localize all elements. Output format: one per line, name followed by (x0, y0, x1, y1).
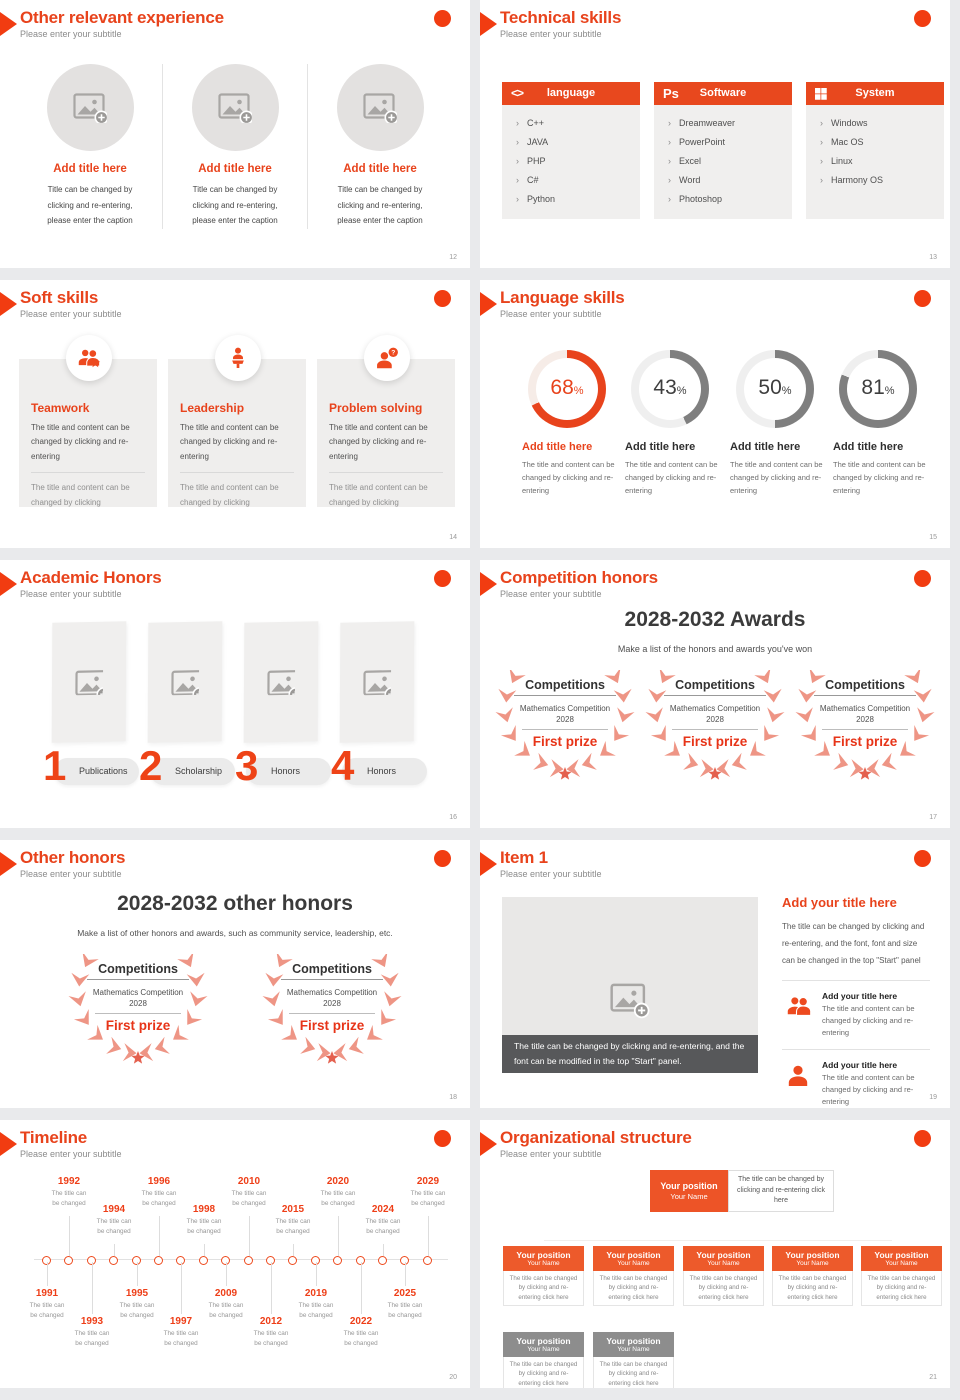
add-image-icon (267, 669, 295, 695)
column-list: › Dreamweaver › PowerPoint › Excel › Word › Photoshop (654, 105, 792, 219)
item-caption: Title can be changed by clicking and re-entering, please enter the caption (337, 185, 423, 226)
slide-language-skills[interactable] (480, 280, 950, 548)
card-note: The title and content can be changed by clicking (31, 483, 130, 507)
experience-item (162, 64, 307, 229)
column-list: › C++ › JAVA › PHP › C# › Python (502, 105, 640, 219)
awards-heading: 2028-2032 other honors (117, 892, 353, 915)
org-root-header: Your position Your Name (650, 1170, 728, 1212)
column-list: › Windows › Mac OS › Linux › Harmony OS (806, 105, 944, 219)
timeline-entry: 2015 The title can be changed (268, 1204, 318, 1237)
badge-line: Mathematics Competition (819, 704, 911, 713)
language-gauge (522, 350, 618, 497)
timeline-node (423, 1256, 432, 1265)
slide-subtitle: Please enter your subtitle (500, 309, 602, 319)
honor-number: 2 (139, 742, 163, 789)
award-badge (257, 954, 407, 1074)
corner-dot-icon (914, 570, 931, 587)
timeline-entry: 2019 The title can be changed (291, 1288, 341, 1321)
timeline-entry: 1996 The title can be changed (134, 1176, 184, 1209)
title-arrow-icon (480, 12, 497, 36)
badge-prize: First prize (105, 1018, 171, 1033)
card-note: The title and content can be changed by clicking (180, 483, 279, 507)
progress-ring: 43 % (631, 350, 709, 428)
slide-subtitle: Please enter your subtitle (20, 29, 122, 39)
badge-prize: First prize (832, 734, 898, 749)
page-number: 19 (929, 1094, 937, 1101)
title-arrow-icon (0, 12, 17, 36)
slide-academic-honors[interactable] (0, 560, 470, 828)
image-placeholder[interactable] (340, 621, 415, 743)
slide-title: Technical skills (500, 8, 622, 27)
badge-year: 2028 (856, 715, 874, 724)
image-placeholder[interactable] (337, 64, 424, 151)
org-box: Your position Your Name The title can be changed by clicking and re-entering click here (683, 1246, 764, 1306)
card-title: Leadership (180, 401, 245, 415)
slide-title: Other relevant experience (20, 8, 224, 27)
org-root-note: The title can be changed by clicking and re-entering click here (728, 1170, 834, 1212)
image-caption-bar: The title can be changed by clicking and re-entering, and the font can be modified in the top "Start" panel. (502, 1035, 758, 1073)
honor-label: Honors (246, 758, 331, 785)
honor-label: Publications (54, 758, 139, 785)
page-number: 17 (929, 814, 937, 821)
timeline-entry: 2024 The title can be changed (358, 1204, 408, 1237)
badge-year: 2028 (556, 715, 574, 724)
corner-dot-icon (914, 1130, 931, 1147)
badge-prize: First prize (532, 734, 598, 749)
award-badge (63, 954, 213, 1074)
experience-columns (18, 64, 452, 229)
awards-subheading: Make a list of other honors and awards, such as community service, leadership, etc. (77, 928, 393, 938)
badge-title: Competitions (814, 678, 916, 696)
org-box: Your position Your Name The title can be changed by clicking and re-entering click here (593, 1246, 674, 1306)
honor-label: Scholarship (150, 758, 235, 785)
soft-skill-card (168, 359, 306, 507)
item-right-panel (782, 895, 930, 1108)
soft-skill-card (317, 359, 455, 507)
slide-title: Item 1 (500, 848, 548, 867)
card-body: The title and content can be changed by clicking and re-entering (329, 423, 428, 461)
honor-item (233, 622, 329, 794)
awards-heading: 2028-2032 Awards (624, 608, 806, 631)
corner-dot-icon (434, 850, 451, 867)
language-gauge (833, 350, 929, 497)
badge-title: Competitions (87, 962, 189, 980)
card-title: Teamwork (31, 401, 90, 415)
sub-item (782, 1060, 930, 1108)
add-image-icon (363, 93, 397, 123)
slide-organizational-structure[interactable] (480, 1120, 950, 1388)
slide-subtitle: Please enter your subtitle (20, 1149, 122, 1159)
badge-prize: First prize (682, 734, 748, 749)
slide-subtitle: Please enter your subtitle (500, 869, 602, 879)
image-placeholder[interactable] (192, 64, 279, 151)
corner-dot-icon (914, 850, 931, 867)
tech-column-software (654, 82, 792, 219)
gauge-title: Add title here (833, 441, 904, 453)
sub-item-title: Add your title here (822, 1059, 898, 1070)
badge-year: 2028 (129, 999, 147, 1008)
page-number: 13 (929, 254, 937, 261)
badge-line: Mathematics Competition (286, 988, 378, 997)
timeline-node (109, 1256, 118, 1265)
item-title: Add title here (53, 163, 127, 175)
timeline-entry: 2020 The title can be changed (313, 1176, 363, 1209)
title-arrow-icon (480, 292, 497, 316)
page-number: 20 (449, 1374, 457, 1381)
add-image-icon (218, 93, 252, 123)
title-arrow-icon (0, 572, 17, 596)
corner-dot-icon (434, 570, 451, 587)
timeline-entry: 1994 The title can be changed (89, 1204, 139, 1237)
org-box: Your position Your Name The title can be changed by clicking and re-entering click here (503, 1246, 584, 1306)
corner-dot-icon (434, 290, 451, 307)
honor-item (137, 622, 233, 794)
item-title: Add title here (198, 163, 272, 175)
card-body: The title and content can be changed by clicking and re-entering (180, 423, 279, 461)
org-box-gray: Your position Your Name The title can be changed by clicking and re-entering click here (503, 1332, 584, 1388)
panel-body: The title can be changed by clicking and re-entering, and the font, font and size can be changed in the top "Start" panel (782, 922, 925, 966)
title-arrow-icon (0, 1132, 17, 1156)
honor-item (41, 622, 137, 794)
timeline-entry: 2012 The title can be changed (246, 1316, 296, 1349)
slide-title: Competition honors (500, 568, 658, 587)
corner-dot-icon (914, 10, 931, 27)
page-number: 12 (449, 254, 457, 261)
image-placeholder[interactable] (52, 621, 127, 743)
badge-year: 2028 (706, 715, 724, 724)
slide-title: Academic Honors (20, 568, 162, 587)
honor-number: 4 (331, 742, 355, 789)
photoshop-icon: Ps (663, 86, 679, 101)
language-gauge (625, 350, 721, 497)
title-arrow-icon (0, 292, 17, 316)
badge-row (490, 670, 940, 790)
gauge-title: Add title here (730, 441, 801, 453)
page-number: 18 (449, 1094, 457, 1101)
timeline-entry: 2025 The title can be changed (380, 1288, 430, 1321)
title-arrow-icon (480, 1132, 497, 1156)
awards-subheading: Make a list of the honors and awards you've won (617, 644, 813, 654)
item-caption: Title can be changed by clicking and re-entering, please enter the caption (47, 185, 133, 226)
page-number: 21 (929, 1374, 937, 1381)
title-arrow-icon (0, 852, 17, 876)
slide-subtitle: Please enter your subtitle (20, 309, 122, 319)
timeline-entry: 1992 The title can be changed (44, 1176, 94, 1209)
badge-year: 2028 (323, 999, 341, 1008)
title-arrow-icon (480, 572, 497, 596)
timeline-node (244, 1256, 253, 1265)
timeline-node (378, 1256, 387, 1265)
experience-item (18, 64, 162, 229)
tech-column-language (502, 82, 640, 219)
slide-subtitle: Please enter your subtitle (20, 869, 122, 879)
people-icon (786, 995, 812, 1018)
gauge-title: Add title here (625, 441, 696, 453)
gauge-caption: The title and content can be changed by clicking and re-entering (625, 460, 718, 496)
org-box-gray: Your position Your Name The title can be changed by clicking and re-entering click here (593, 1332, 674, 1388)
badge-title: Competitions (281, 962, 383, 980)
timeline-entry: 2009 The title can be changed (201, 1288, 251, 1321)
timeline-node (333, 1256, 342, 1265)
sub-item (782, 991, 930, 1039)
leadership-icon (215, 335, 261, 381)
timeline-entry: 1998 The title can be changed (179, 1204, 229, 1237)
org-root (650, 1170, 834, 1212)
timeline-entry: 1993 The title can be changed (67, 1316, 117, 1349)
timeline-entry: 1995 The title can be changed (112, 1288, 162, 1321)
slide-timeline[interactable] (0, 1120, 470, 1388)
panel-title: Add your title here (782, 895, 897, 910)
slide-technical-skills[interactable] (480, 0, 950, 268)
corner-dot-icon (434, 10, 451, 27)
badge-line: Mathematics Competition (519, 704, 611, 713)
honor-label: Honors (342, 758, 427, 785)
slide-subtitle: Please enter your subtitle (500, 29, 602, 39)
image-placeholder[interactable] (502, 897, 758, 1073)
add-image-icon (171, 669, 199, 695)
page-number: 14 (449, 534, 457, 541)
timeline-node (64, 1256, 73, 1265)
timeline-node (199, 1256, 208, 1265)
code-icon: <> (511, 86, 524, 100)
badge-line: Mathematics Competition (669, 704, 761, 713)
add-image-icon (363, 669, 391, 695)
page-number: 15 (929, 534, 937, 541)
badge-title: Competitions (514, 678, 616, 696)
slide-subtitle: Please enter your subtitle (500, 589, 602, 599)
slide-subtitle: Please enter your subtitle (20, 589, 122, 599)
column-header: <> language (502, 82, 640, 105)
sub-item-text: The title and content can be changed by clicking and re-entering (822, 1003, 915, 1037)
person-icon (786, 1064, 810, 1088)
add-image-icon (73, 93, 107, 123)
badge-prize: First prize (299, 1018, 365, 1033)
windows-icon (815, 82, 827, 105)
progress-ring: 68 % (528, 350, 606, 428)
badge-line: Mathematics Competition (92, 988, 184, 997)
card-title: Problem solving (329, 401, 423, 415)
image-placeholder[interactable] (148, 621, 223, 743)
soft-skill-card (19, 359, 157, 507)
title-arrow-icon (480, 852, 497, 876)
slide-item-1[interactable] (480, 840, 950, 1108)
page-number: 16 (449, 814, 457, 821)
progress-ring: 50 % (736, 350, 814, 428)
image-placeholder[interactable] (244, 621, 319, 743)
honor-item (329, 622, 425, 794)
problem-solving-icon (364, 335, 410, 381)
language-gauge (730, 350, 826, 497)
timeline-entry: 1997 The title can be changed (156, 1316, 206, 1349)
award-badge (640, 670, 790, 790)
honor-number: 3 (235, 742, 259, 789)
corner-dot-icon (434, 1130, 451, 1147)
award-badge (790, 670, 940, 790)
sub-item-title: Add your title here (822, 990, 898, 1001)
gauge-title: Add title here (522, 441, 593, 453)
image-placeholder[interactable] (47, 64, 134, 151)
award-badge (490, 670, 640, 790)
org-box: Your position Your Name The title can be changed by clicking and re-entering click here (772, 1246, 853, 1306)
slide-other-honors[interactable] (0, 840, 470, 1108)
timeline-entry: 2029 The title can be changed (403, 1176, 453, 1209)
timeline-node (288, 1256, 297, 1265)
badge-row (10, 954, 460, 1074)
slide-title: Timeline (20, 1128, 88, 1147)
add-image-icon (610, 983, 650, 1019)
experience-item (307, 64, 452, 229)
honor-number: 1 (43, 742, 67, 789)
progress-ring: 81 % (839, 350, 917, 428)
column-header: Ps Software (654, 82, 792, 105)
slide-title: Other honors (20, 848, 126, 867)
slide-subtitle: Please enter your subtitle (500, 1149, 602, 1159)
card-body: The title and content can be changed by clicking and re-entering (31, 423, 130, 461)
item-caption: Title can be changed by clicking and re-entering, please enter the caption (192, 185, 278, 226)
add-image-icon (75, 669, 103, 695)
teamwork-icon (66, 335, 112, 381)
slide-title: Soft skills (20, 288, 99, 307)
timeline-node (154, 1256, 163, 1265)
gauge-caption: The title and content can be changed by clicking and re-entering (522, 460, 615, 496)
column-header: System (806, 82, 944, 105)
timeline-entry: 2022 The title can be changed (336, 1316, 386, 1349)
corner-dot-icon (914, 290, 931, 307)
timeline-entry: 1991 The title can be changed (22, 1288, 72, 1321)
gauge-caption: The title and content can be changed by clicking and re-entering (833, 460, 926, 496)
tech-column-system (806, 82, 944, 219)
slide-soft-skills[interactable] (0, 280, 470, 548)
org-connector-line (544, 1240, 892, 1241)
slide-competition-honors[interactable] (480, 560, 950, 828)
slide-title: Organizational structure (500, 1128, 692, 1147)
org-box: Your position Your Name The title can be changed by clicking and re-entering click here (861, 1246, 942, 1306)
badge-title: Competitions (664, 678, 766, 696)
timeline-entry: 2010 The title can be changed (224, 1176, 274, 1209)
slide-title: Language skills (500, 288, 625, 307)
sub-item-text: The title and content can be changed by clicking and re-entering (822, 1072, 915, 1106)
gauge-caption: The title and content can be changed by clicking and re-entering (730, 460, 823, 496)
item-title: Add title here (343, 163, 417, 175)
slide-other-relevant-experience[interactable] (0, 0, 470, 268)
card-note: The title and content can be changed by clicking (329, 483, 428, 507)
